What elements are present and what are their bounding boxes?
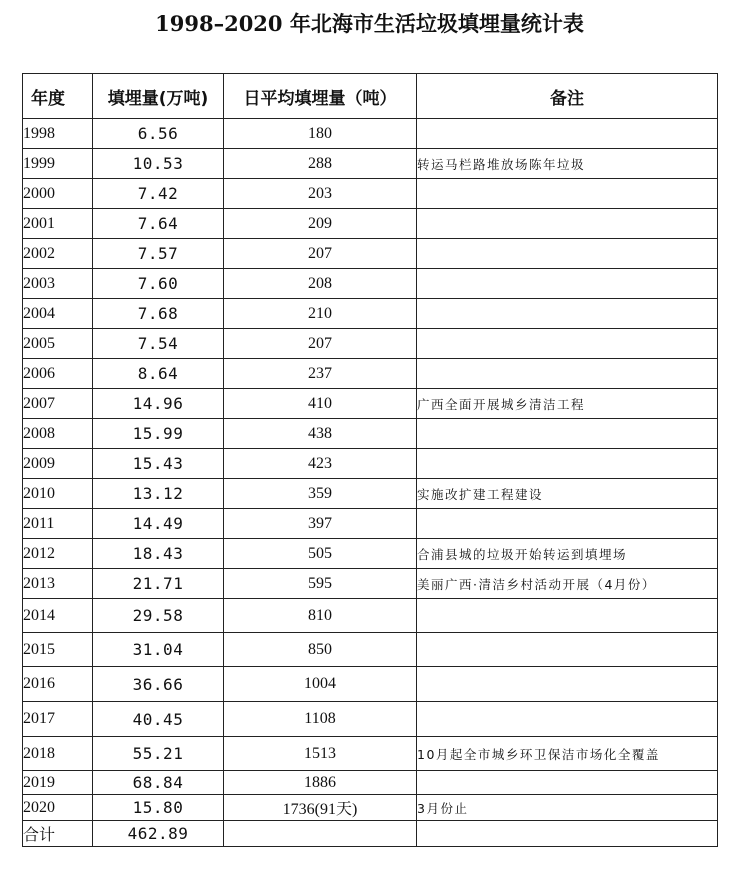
note-cell	[417, 667, 718, 702]
year-cell: 2005	[23, 329, 93, 359]
total-row	[23, 821, 718, 847]
year-cell: 2007	[23, 389, 93, 419]
daily-amount-cell: 1513	[224, 737, 417, 771]
daily-amount-cell: 438	[224, 419, 417, 449]
table-body	[23, 119, 718, 847]
table-row	[23, 479, 718, 509]
amount-cell: 14.96	[93, 389, 224, 419]
note-cell	[417, 299, 718, 329]
header-daily: 日平均填埋量（吨）	[224, 74, 417, 119]
table-row	[23, 509, 718, 539]
table-row	[23, 149, 718, 179]
year-cell: 2008	[23, 419, 93, 449]
daily-amount-cell: 423	[224, 449, 417, 479]
table-title: 1998–2020 年北海市生活垃圾填埋量统计表	[155, 11, 584, 36]
table-row	[23, 569, 718, 599]
amount-cell: 13.12	[93, 479, 224, 509]
note-cell	[417, 269, 718, 299]
daily-amount-cell: 210	[224, 299, 417, 329]
table-row	[23, 329, 718, 359]
table-row	[23, 449, 718, 479]
note-cell	[417, 119, 718, 149]
amount-cell: 15.43	[93, 449, 224, 479]
note-cell	[417, 359, 718, 389]
note-cell: 实施改扩建工程建设	[417, 479, 718, 509]
daily-amount-cell: 397	[224, 509, 417, 539]
total-note	[417, 821, 718, 847]
amount-cell: 21.71	[93, 569, 224, 599]
daily-amount-cell: 359	[224, 479, 417, 509]
note-cell: 广西全面开展城乡清洁工程	[417, 389, 718, 419]
total-label: 合计	[23, 821, 93, 847]
table-row	[23, 239, 718, 269]
note-cell: 转运马栏路堆放场陈年垃圾	[417, 149, 718, 179]
daily-amount-cell: 207	[224, 239, 417, 269]
amount-cell: 68.84	[93, 771, 224, 795]
table-row	[23, 771, 718, 795]
year-cell: 2000	[23, 179, 93, 209]
year-cell: 2013	[23, 569, 93, 599]
year-cell: 2020	[23, 795, 93, 821]
table-row	[23, 667, 718, 702]
year-cell: 2001	[23, 209, 93, 239]
table-row	[23, 737, 718, 771]
amount-cell: 7.57	[93, 239, 224, 269]
daily-amount-cell: 288	[224, 149, 417, 179]
amount-cell: 14.49	[93, 509, 224, 539]
note-cell	[417, 449, 718, 479]
table-row	[23, 179, 718, 209]
daily-amount-cell: 1886	[224, 771, 417, 795]
amount-cell: 55.21	[93, 737, 224, 771]
note-cell	[417, 599, 718, 633]
header-amount: 填埋量(万吨)	[93, 74, 224, 119]
table-row	[23, 269, 718, 299]
note-cell	[417, 509, 718, 539]
note-cell	[417, 209, 718, 239]
year-cell: 2010	[23, 479, 93, 509]
note-cell: 美丽广西·清洁乡村活动开展（4月份）	[417, 569, 718, 599]
amount-cell: 7.60	[93, 269, 224, 299]
daily-amount-cell: 850	[224, 633, 417, 667]
year-cell: 2016	[23, 667, 93, 702]
year-cell: 2002	[23, 239, 93, 269]
year-cell: 2006	[23, 359, 93, 389]
table-row	[23, 119, 718, 149]
table-row	[23, 539, 718, 569]
total-amount: 462.89	[93, 821, 224, 847]
table-row	[23, 209, 718, 239]
amount-cell: 7.64	[93, 209, 224, 239]
year-cell: 2014	[23, 599, 93, 633]
year-cell: 2009	[23, 449, 93, 479]
amount-cell: 15.80	[93, 795, 224, 821]
note-cell: 3月份止	[417, 795, 718, 821]
amount-cell: 6.56	[93, 119, 224, 149]
note-cell: 合浦县城的垃圾开始转运到填埋场	[417, 539, 718, 569]
note-cell	[417, 633, 718, 667]
header-row	[23, 74, 718, 119]
amount-cell: 10.53	[93, 149, 224, 179]
daily-amount-cell: 410	[224, 389, 417, 419]
amount-cell: 7.68	[93, 299, 224, 329]
year-cell: 2017	[23, 702, 93, 737]
note-cell	[417, 329, 718, 359]
amount-cell: 40.45	[93, 702, 224, 737]
header-year: 年度	[23, 74, 93, 119]
year-cell: 1998	[23, 119, 93, 149]
daily-amount-cell: 1004	[224, 667, 417, 702]
table-row	[23, 419, 718, 449]
table-row	[23, 633, 718, 667]
amount-cell: 7.54	[93, 329, 224, 359]
year-cell: 2018	[23, 737, 93, 771]
amount-cell: 29.58	[93, 599, 224, 633]
year-cell: 1999	[23, 149, 93, 179]
daily-amount-cell: 209	[224, 209, 417, 239]
daily-amount-cell: 207	[224, 329, 417, 359]
amount-cell: 36.66	[93, 667, 224, 702]
note-cell	[417, 771, 718, 795]
note-cell	[417, 419, 718, 449]
table-row	[23, 795, 718, 821]
daily-amount-cell: 208	[224, 269, 417, 299]
total-daily	[224, 821, 417, 847]
daily-amount-cell: 1736(91天)	[224, 795, 417, 821]
table-row	[23, 599, 718, 633]
table-row	[23, 389, 718, 419]
daily-amount-cell: 595	[224, 569, 417, 599]
daily-amount-cell: 237	[224, 359, 417, 389]
year-cell: 2019	[23, 771, 93, 795]
header-note: 备注	[417, 74, 718, 119]
note-cell	[417, 179, 718, 209]
daily-amount-cell: 203	[224, 179, 417, 209]
daily-amount-cell: 1108	[224, 702, 417, 737]
amount-cell: 8.64	[93, 359, 224, 389]
table-row	[23, 359, 718, 389]
note-cell: 10月起全市城乡环卫保洁市场化全覆盖	[417, 737, 718, 771]
amount-cell: 15.99	[93, 419, 224, 449]
note-cell	[417, 239, 718, 269]
year-cell: 2004	[23, 299, 93, 329]
table-row	[23, 702, 718, 737]
table-row	[23, 299, 718, 329]
daily-amount-cell: 810	[224, 599, 417, 633]
year-cell: 2012	[23, 539, 93, 569]
note-cell	[417, 702, 718, 737]
year-cell: 2003	[23, 269, 93, 299]
daily-amount-cell: 505	[224, 539, 417, 569]
amount-cell: 18.43	[93, 539, 224, 569]
amount-cell: 31.04	[93, 633, 224, 667]
year-cell: 2011	[23, 509, 93, 539]
landfill-table	[22, 73, 718, 847]
amount-cell: 7.42	[93, 179, 224, 209]
daily-amount-cell: 180	[224, 119, 417, 149]
year-cell: 2015	[23, 633, 93, 667]
